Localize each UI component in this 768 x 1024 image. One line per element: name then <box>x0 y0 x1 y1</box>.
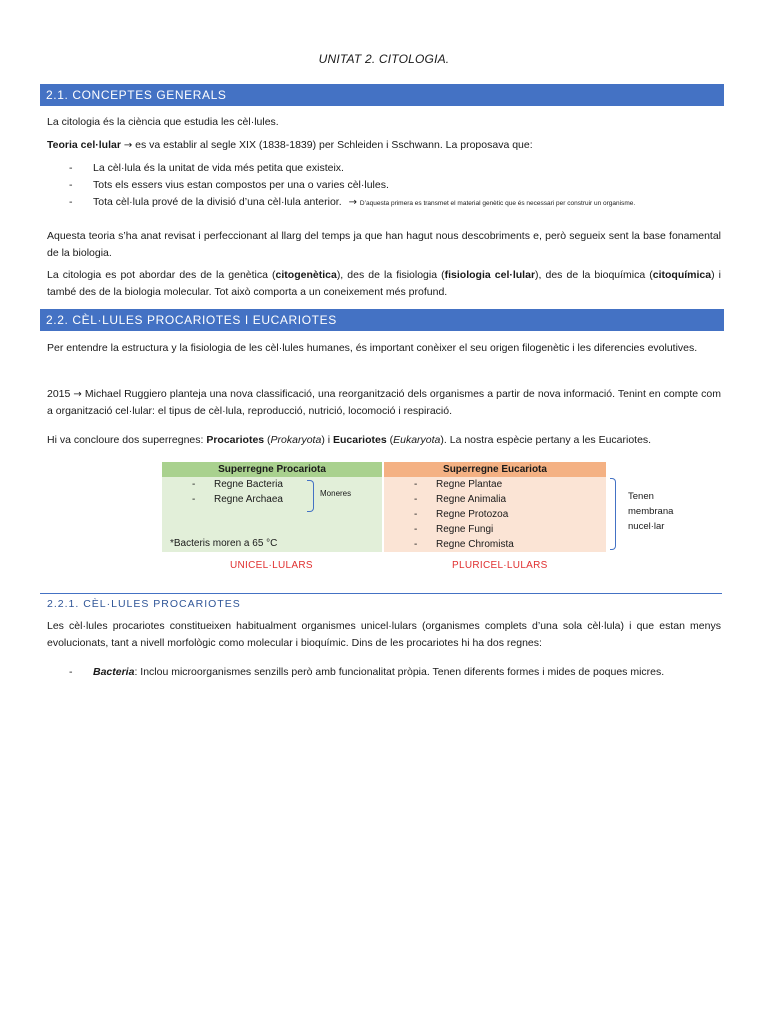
paragraph-citologia-abordar <box>47 267 721 301</box>
bold-term: Procariotes <box>206 434 265 446</box>
bold-term: citogenètica <box>275 269 337 281</box>
bold-term: citoquímica <box>652 269 712 281</box>
paragraph-procariotes: Les cèl·lules procariotes constitueixen habitualment organismes unicel·lulars (organismes complets d’una sola cèl·lula) i que estan menys evolucionats, tant a nivell morfològic como molecular i bioquímic. Dins de les procariotes hi ha dos regnes: <box>47 620 721 649</box>
list-item <box>47 160 723 177</box>
bullet-dash: - <box>414 509 418 520</box>
text-span: ) i <box>321 434 333 446</box>
paragraph-teoria-revisat: Aquesta teoria s’ha anat revisat i perfeccionant al llarg del temps ja que han hagut nous descobriments e, però segueix sent la base fonamental de la biologia. <box>47 230 721 259</box>
text-span: La citologia es pot abordar des de la genètica ( <box>47 269 276 281</box>
table-row <box>414 507 508 522</box>
text-span: ( <box>386 434 394 446</box>
text-span: Hi va concloure dos superregnes: <box>47 434 207 446</box>
bullet-dash: - <box>414 479 418 490</box>
regne-label: Regne Protozoa <box>436 509 509 520</box>
membrana-brace <box>610 478 616 550</box>
paragraph-entendre: Per entendre la estructura y la fisiologia de les cèl·lules humanes, és important conèixer el seu origen filogenètic i les diferencies evolutives. <box>47 342 698 354</box>
bullet-dash: - <box>69 196 73 208</box>
bold-term: Eucariotes <box>333 434 387 446</box>
section-heading-2-2: 2.2. CÈL·LULES PROCARIOTES I EUCARIOTES <box>40 309 724 331</box>
text-span: ), des de la bioquímica ( <box>535 269 653 281</box>
procariota-column <box>162 462 382 552</box>
table-row <box>414 477 502 492</box>
pluricellulars-label: PLURICEL·LULARS <box>452 560 548 571</box>
list-item <box>47 664 723 681</box>
text-span: 2015 <box>47 388 74 400</box>
document-title: UNITAT 2. CITOLOGIA. <box>318 52 450 66</box>
teoria-label: Teoria cel·lular <box>47 139 121 151</box>
procariota-header: Superregne Procariota <box>162 462 382 477</box>
italic-term: Eukaryota <box>393 434 441 446</box>
membrana-line: Tenen <box>628 491 654 502</box>
teoria-text: es va establir al segle XIX (1838-1839) per Schleiden i Sschwann. La proposava que: <box>132 139 533 151</box>
bullet-dash: - <box>69 179 73 191</box>
text-span: ) i també des de la biologia molecular. Tot això comporta a un coneixement més profund. <box>47 269 722 298</box>
text-span: ), des de la fisiologia ( <box>336 269 445 281</box>
membrana-label <box>628 489 673 534</box>
membrana-line: nucel·lar <box>628 521 665 532</box>
table-row <box>192 492 283 507</box>
bacteris-note: *Bacteris moren a 65 °C <box>170 538 278 549</box>
eucariota-header: Superregne Eucariota <box>384 462 606 477</box>
procariotes-bullet-list <box>47 664 723 681</box>
list-item-text: Tots els essers vius estan compostos per una o varies cèl·lules. <box>93 179 389 191</box>
bullet-dash: - <box>69 162 73 174</box>
subsection-divider <box>40 593 722 594</box>
paragraph-citologia-def: La citologia és la ciència que estudia les cèl·lules. <box>47 116 279 128</box>
arrow-icon: → <box>73 389 82 400</box>
bold-term: fisiologia cel·lular <box>444 269 536 281</box>
section-heading-2-1: 2.1. CONCEPTES GENERALS <box>40 84 724 106</box>
text-span: ( <box>264 434 271 446</box>
superregne-table <box>162 462 606 552</box>
teoria-bullet-list <box>47 160 723 209</box>
moneres-brace <box>307 480 314 512</box>
text-span: Michael Ruggiero planteja una nova classificació, una reorganització dels organismes a partir de nova informació. Tenint en compte com a organització cel·lular: el tipus de cèl·lula, reproducció, nutrició, locomoció i respiració. <box>47 388 721 417</box>
regne-label: Regne Bacteria <box>214 479 283 490</box>
eucariota-column <box>384 462 606 552</box>
paragraph-ruggiero <box>47 386 721 420</box>
list-item <box>47 177 723 194</box>
bullet-dash: - <box>414 524 418 535</box>
subsection-heading-2-2-1: 2.2.1. CÈL·LULES PROCARIOTES <box>47 598 241 610</box>
bullet-dash: - <box>192 479 196 490</box>
moneres-label: Moneres <box>320 489 352 498</box>
bullet-dash: - <box>69 666 73 678</box>
bullet-dash: - <box>414 539 418 550</box>
table-row <box>414 492 506 507</box>
arrow-icon: → <box>348 197 357 208</box>
bullet-note: D’aquesta primera es transmet el material genètic que és necessari per construir un organisme. <box>359 200 636 207</box>
list-item-text: : Inclou microorganismes senzills però amb funcionalitat pròpia. Tenen diferents formes i mides de poques micres. <box>134 666 665 678</box>
list-item <box>47 194 723 209</box>
list-item-text: Tota cèl·lula prové de la divisió d’una cèl·lula anterior. <box>93 196 342 208</box>
regne-label: Regne Fungi <box>436 524 494 535</box>
regne-label: Regne Animalia <box>436 494 507 505</box>
regne-label: Regne Archaea <box>214 494 283 505</box>
bacteria-term: Bacteria <box>93 666 135 678</box>
regne-label: Regne Chromista <box>436 539 514 550</box>
bullet-dash: - <box>192 494 196 505</box>
paragraph-superregnes <box>47 432 721 449</box>
italic-term: Prokaryota <box>270 434 322 446</box>
text-span: ). La nostra espècie pertany a les Eucariotes. <box>440 434 652 446</box>
list-item-text: La cèl·lula és la unitat de vida més petita que existeix. <box>93 162 344 174</box>
bullet-dash: - <box>414 494 418 505</box>
paragraph-teoria-cellular <box>47 137 721 154</box>
regne-label: Regne Plantae <box>436 479 503 490</box>
table-row <box>192 477 283 492</box>
unicellulars-label: UNICEL·LULARS <box>230 560 313 571</box>
arrow-icon: → <box>123 140 133 151</box>
table-row <box>414 522 493 537</box>
membrana-line: membrana <box>628 506 674 517</box>
table-row <box>414 537 514 552</box>
